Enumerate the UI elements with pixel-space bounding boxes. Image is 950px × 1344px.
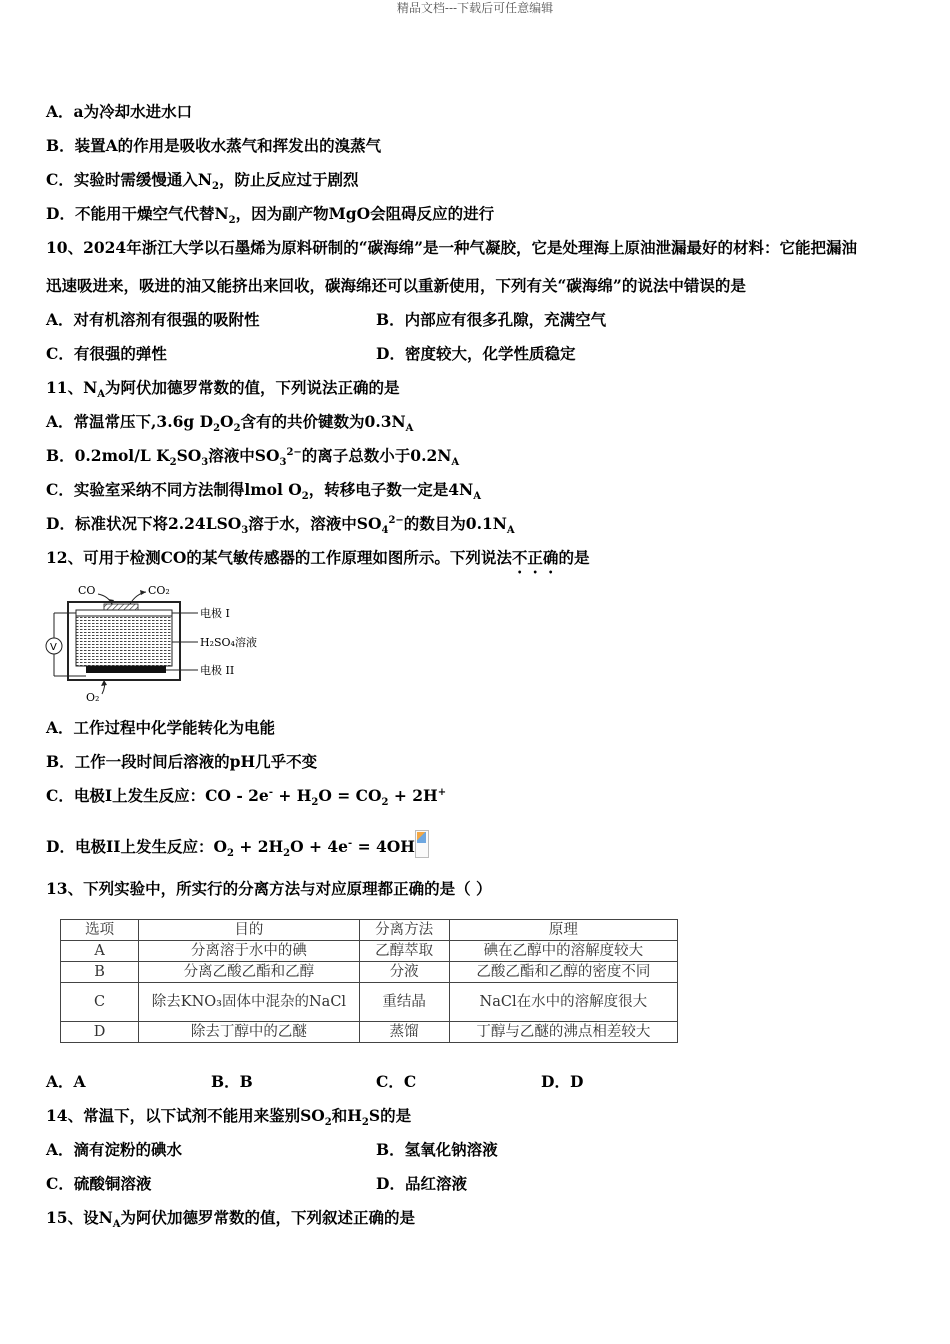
table-cell: D bbox=[61, 1022, 139, 1043]
table-header: 分离方法 bbox=[359, 920, 449, 941]
q10-option-d: D．密度较大，化学性质稳定 bbox=[376, 344, 576, 363]
table-header: 目的 bbox=[139, 920, 359, 941]
q12-option-d: D．电极II上发生反应：$O_2 + 2H_2O + 4e^- = 4OH$ bbox=[46, 830, 429, 858]
q14-option-b: B．氢氧化钠溶液 bbox=[376, 1140, 498, 1159]
table-row bbox=[61, 962, 678, 983]
table-cell: 除去丁醇中的乙醚 bbox=[139, 1022, 359, 1043]
q11-option-d: D．标准状况下将$2.24LSO_3$溶于水，溶液中$SO_4^{2-}$的数目为$0.1N_A$ bbox=[46, 514, 515, 537]
table-cell: 碘在乙醇中的溶解度较大 bbox=[449, 941, 677, 962]
table-header: 选项 bbox=[61, 920, 139, 941]
table-header: 原理 bbox=[449, 920, 677, 941]
q12-stem: 12、可用于检测CO的某气敏传感器的工作原理如图所示。下列说法不正确的是 bbox=[46, 548, 590, 567]
table-cell: 除去KNO₃固体中混杂的NaCl bbox=[139, 983, 359, 1022]
table-cell: 蒸馏 bbox=[359, 1022, 449, 1043]
o2-label: O₂ bbox=[86, 691, 100, 704]
q10-option-c: C．有很强的弹性 bbox=[46, 344, 167, 363]
gas-sensor-diagram bbox=[40, 580, 280, 705]
q9-option-a: A．a为冷却水进水口 bbox=[46, 102, 193, 121]
q9-option-b: B．装置A的作用是吸收水蒸气和挥发出的溴蒸气 bbox=[46, 136, 382, 155]
table-row bbox=[61, 941, 678, 962]
table-cell: NaCl在水中的溶解度很大 bbox=[449, 983, 677, 1022]
table-cell: A bbox=[61, 941, 139, 962]
q9-option-d: D．不能用干燥空气代替$N_2$，因为副产物MgO会阻碍反应的进行 bbox=[46, 204, 495, 227]
electrode-2-label: 电极 II bbox=[200, 664, 235, 677]
table-row bbox=[61, 983, 678, 1022]
q10-stem-line2: 迅速吸进来，吸进的油又能挤出来回收，碳海绵还可以重新使用，下列有关“碳海绵”的说法中错误的是 bbox=[46, 276, 746, 295]
table-cell: 分离溶于水中的碘 bbox=[139, 941, 359, 962]
q11-option-a: A．常温常压下,3.6g $D_2O_2$含有的共价键数为$0.3N_A$ bbox=[46, 412, 414, 435]
table-cell: 分离乙酸乙酯和乙醇 bbox=[139, 962, 359, 983]
q15-stem: 15、设$N_A$为阿伏加德罗常数的值，下列叙述正确的是 bbox=[46, 1208, 416, 1231]
q14-option-d: D．品红溶液 bbox=[376, 1174, 467, 1193]
table-cell: 重结晶 bbox=[359, 983, 449, 1022]
q14-option-c: C．硫酸铜溶液 bbox=[46, 1174, 152, 1193]
table-cell: 分液 bbox=[359, 962, 449, 983]
q11-option-b: B．0.2mol/L $K_2SO_3$溶液中$SO_3^{2-}$的离子总数小于$0.2N_A$ bbox=[46, 446, 460, 469]
q13-option-b: B．B bbox=[211, 1072, 253, 1091]
q13-stem: 13、下列实验中，所实行的分离方法与对应原理都正确的是（ ） bbox=[46, 879, 492, 898]
page-header: 精品文档---下载后可任意编辑 bbox=[396, 1, 554, 15]
q12-option-a: A．工作过程中化学能转化为电能 bbox=[46, 718, 276, 737]
broken-image-icon bbox=[415, 830, 429, 858]
solution-label: H₂SO₄溶液 bbox=[200, 636, 257, 649]
q11-stem: 11、$N_A$为阿伏加德罗常数的值，下列说法正确的是 bbox=[46, 378, 400, 401]
table-cell: 丁醇与乙醚的沸点相差较大 bbox=[449, 1022, 677, 1043]
voltmeter-label: V bbox=[50, 642, 57, 653]
q12-option-b: B．工作一段时间后溶液的pH几乎不变 bbox=[46, 752, 318, 771]
electrode-1-label: 电极 I bbox=[200, 607, 230, 620]
q9-option-c: C．实验时需缓慢通入$N_2$，防止反应过于剧烈 bbox=[46, 170, 359, 193]
q10-option-b: B．内部应有很多孔隙，充满空气 bbox=[376, 310, 607, 329]
q13-option-a: A．A bbox=[46, 1072, 86, 1091]
table-cell: 乙酸乙酯和乙醇的密度不同 bbox=[449, 962, 677, 983]
q14-option-a: A．滴有淀粉的碘水 bbox=[46, 1140, 183, 1159]
table-cell: C bbox=[61, 983, 139, 1022]
q10-stem-line1: 10、2024年浙江大学以石墨烯为原料研制的“碳海绵”是一种气凝胶，它是处理海上原油泄漏最好的材料：它能把漏油 bbox=[46, 238, 858, 257]
q13-table bbox=[60, 919, 678, 1043]
co2-label: CO₂ bbox=[148, 584, 170, 597]
table-row bbox=[61, 1022, 678, 1043]
q12-option-c: C．电极I上发生反应：CO - $2e^- + H_2O = CO_2 + 2H^+$ bbox=[46, 786, 447, 809]
q10-option-a: A．对有机溶剂有很强的吸附性 bbox=[46, 310, 260, 329]
q11-option-c: C．实验室采纳不同方法制得lmol $O_2$，转移电子数一定是$4N_A$ bbox=[46, 480, 481, 503]
table-cell: 乙醇萃取 bbox=[359, 941, 449, 962]
table-cell: B bbox=[61, 962, 139, 983]
co-label: CO bbox=[78, 584, 96, 597]
table-header-row bbox=[61, 920, 678, 941]
q14-stem: 14、常温下，以下试剂不能用来鉴别$SO_2$和$H_2S$的是 bbox=[46, 1106, 412, 1129]
q13-option-d: D．D bbox=[541, 1072, 584, 1091]
q13-option-c: C．C bbox=[376, 1072, 417, 1091]
